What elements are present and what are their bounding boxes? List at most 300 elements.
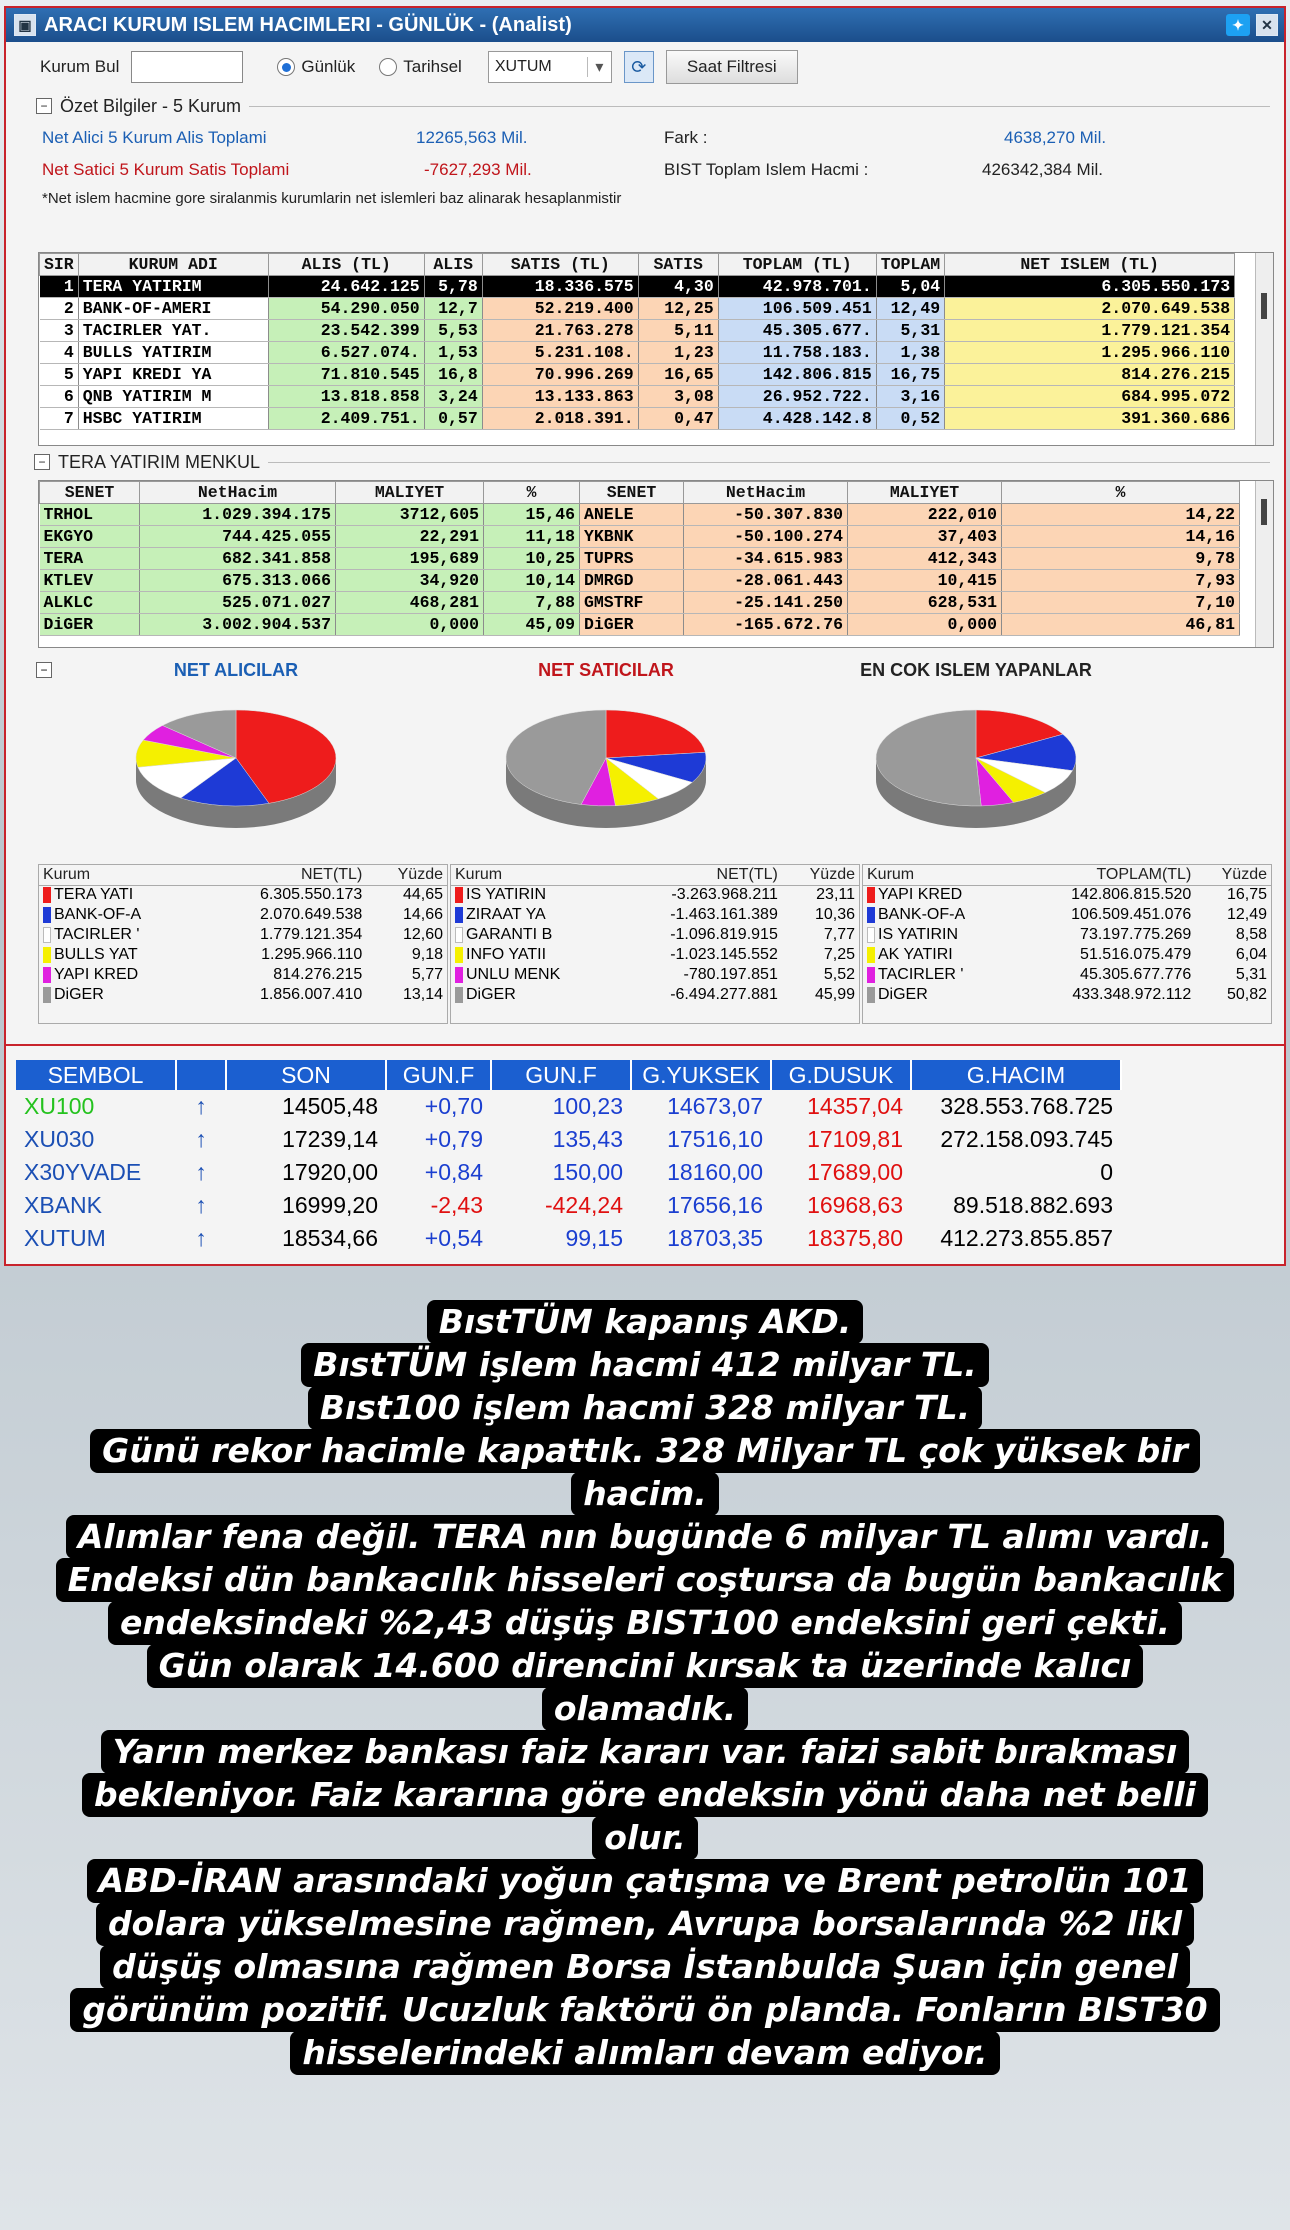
column-header[interactable]: MALIYET — [848, 482, 1002, 504]
cell-value: 23,11 — [816, 886, 855, 904]
table-cell: 3.002.904.537 — [140, 614, 336, 636]
caption-line: Gün olarak 14.600 direncini kırsak ta üzerinde kalıcı — [147, 1644, 1144, 1688]
kurum-search-input[interactable] — [131, 51, 243, 83]
table-cell — [782, 945, 859, 965]
table-cell: 6 — [40, 386, 79, 408]
refresh-icon[interactable]: ⟳ — [624, 51, 654, 83]
column-header[interactable]: TOPLAM — [876, 254, 944, 276]
net-alici-value: 12265,563 Mil. — [416, 128, 528, 147]
column-header[interactable]: SENET — [580, 482, 684, 504]
radio-historic-label: Tarihsel — [403, 57, 462, 76]
table-cell: -28.061.443 — [684, 570, 848, 592]
table-cell: 4 — [40, 342, 79, 364]
table-cell — [1195, 885, 1271, 905]
kurum-name: DiGER — [466, 986, 516, 1003]
last-price: 16999,20 — [282, 1192, 378, 1218]
table-cell — [1014, 905, 1196, 925]
table-cell — [451, 985, 615, 1005]
legend-swatch — [43, 907, 51, 923]
day-high: 17516,10 — [667, 1126, 763, 1152]
caption-row — [0, 1988, 1290, 2031]
table-cell: 468,281 — [336, 592, 484, 614]
change-percent: +0,84 — [424, 1159, 483, 1185]
net-saticilar-title: NET SATICILAR — [538, 660, 674, 680]
table-cell: 7,93 — [1002, 570, 1240, 592]
column-header[interactable]: % — [1002, 482, 1240, 504]
column-header[interactable]: GUN.F — [491, 1060, 631, 1090]
cell-value: 50,82 — [1226, 986, 1267, 1003]
cell-value: -3.263.968.211 — [671, 886, 778, 904]
kurum-name: YAPI KRED — [878, 886, 963, 904]
caption-line: olamadık. — [542, 1687, 748, 1731]
table-cell: 1 — [40, 276, 79, 298]
table-cell — [1195, 925, 1271, 945]
radio-historic-dot[interactable] — [379, 58, 397, 76]
sellers-grid — [451, 865, 859, 1005]
caption-line: ABD-İRAN arasındaki yoğun çatışma ve Brent petrolün 101 — [87, 1859, 1204, 1903]
radio-daily[interactable] — [277, 57, 355, 77]
table-row[interactable] — [40, 592, 1240, 614]
column-header[interactable]: G.YUKSEK — [631, 1060, 771, 1090]
summary-note: *Net islem hacmine gore siralanmis kurumlarin net islemleri baz alinarak hesaplanmistir — [42, 190, 622, 207]
up-arrow-icon: ↑ — [195, 1093, 207, 1119]
column-header[interactable]: NET(TL) — [615, 865, 782, 885]
table-cell: 54.290.050 — [268, 298, 424, 320]
index-select[interactable] — [488, 51, 612, 83]
caption-line: hisselerindeki alımları devam ediyor. — [290, 2031, 999, 2075]
net-saticilar-pie-chart — [496, 698, 716, 848]
table-row[interactable] — [863, 885, 1271, 905]
column-header[interactable]: TOPLAM(TL) — [1014, 865, 1196, 885]
legend-swatch — [455, 987, 463, 1003]
table-cell: 13.818.858 — [268, 386, 424, 408]
close-icon[interactable]: ✕ — [1256, 14, 1278, 36]
radio-daily-dot[interactable] — [277, 58, 295, 76]
cell-value: -1.023.145.552 — [670, 946, 778, 963]
column-header[interactable]: SON — [226, 1060, 386, 1090]
symbol-cell[interactable]: XU030 — [24, 1126, 95, 1152]
caption-row — [0, 1945, 1290, 1988]
table-cell — [199, 985, 366, 1005]
title-bar-controls — [1226, 14, 1284, 36]
day-volume: 89.518.882.693 — [953, 1192, 1113, 1218]
table-cell: 4,30 — [638, 276, 718, 298]
column-header[interactable]: Yüzde — [782, 865, 859, 885]
kurum-name: BANK-OF-A — [54, 906, 142, 923]
caption-line: bekleniyor. Faiz kararına göre endeksin yönü daha net belli — [82, 1773, 1208, 1817]
cell-value: 5,77 — [411, 966, 443, 983]
table-cell — [1014, 925, 1196, 945]
table-header-row — [451, 865, 859, 885]
table-cell: 15,46 — [484, 504, 580, 526]
day-high: 17656,16 — [667, 1192, 763, 1218]
table-cell: 5.231.108. — [482, 342, 638, 364]
saat-filtresi-button[interactable]: Saat Filtresi — [666, 50, 798, 84]
cell-value: 12,49 — [1226, 906, 1267, 923]
cell-value: 44,65 — [402, 886, 443, 904]
table-cell: 21.763.278 — [482, 320, 638, 342]
table-cell: 195,689 — [336, 548, 484, 570]
market-row[interactable] — [16, 1222, 1121, 1255]
radio-historic[interactable] — [379, 57, 462, 77]
table-cell: 7,88 — [484, 592, 580, 614]
symbol-cell[interactable]: X30YVADE — [24, 1159, 142, 1185]
broker-table — [38, 252, 1274, 446]
market-row[interactable] — [16, 1156, 1121, 1189]
column-header[interactable]: ALIS — [424, 254, 482, 276]
column-header[interactable]: Kurum — [451, 865, 615, 885]
table-cell: 525.071.027 — [140, 592, 336, 614]
change-value: 150,00 — [552, 1159, 623, 1185]
table-cell — [366, 885, 447, 905]
up-arrow-icon: ↑ — [195, 1225, 207, 1251]
radio-daily-label: Günlük — [301, 57, 356, 76]
table-cell: 3,08 — [638, 386, 718, 408]
cell-value: 45,99 — [814, 986, 855, 1003]
cell-value: -1.463.161.389 — [670, 906, 778, 923]
divider — [249, 106, 1270, 107]
table-cell: TUPRS — [580, 548, 684, 570]
net-satici-value: -7627,293 Mil. — [424, 160, 532, 179]
table-cell: 70.996.269 — [482, 364, 638, 386]
legend-swatch — [455, 947, 463, 963]
table-row[interactable] — [451, 945, 859, 965]
index-select-value: XUTUM — [494, 58, 552, 75]
table-cell — [366, 945, 447, 965]
table-cell — [199, 965, 366, 985]
column-header[interactable]: SIR — [40, 254, 79, 276]
table-cell — [39, 985, 199, 1005]
table-cell — [863, 965, 1014, 985]
kurum-name: YAPI KRED — [54, 966, 139, 983]
detail-grid — [39, 481, 1240, 636]
column-header[interactable]: % — [484, 482, 580, 504]
detail-table — [38, 480, 1274, 648]
table-row[interactable] — [39, 925, 447, 945]
cell-value: 9,18 — [411, 946, 443, 963]
column-header[interactable]: NetHacim — [140, 482, 336, 504]
table-cell: 16,75 — [876, 364, 944, 386]
caption-line: olur. — [592, 1816, 698, 1860]
table-cell — [863, 985, 1014, 1005]
market-row[interactable] — [16, 1090, 1121, 1123]
change-percent: -2,43 — [430, 1192, 483, 1218]
table-cell: 46,81 — [1002, 614, 1240, 636]
table-row[interactable] — [40, 364, 1235, 386]
column-header[interactable]: MALIYET — [336, 482, 484, 504]
table-row[interactable] — [863, 945, 1271, 965]
table-cell: 1.029.394.175 — [140, 504, 336, 526]
column-header[interactable]: Kurum — [863, 865, 1014, 885]
summary-header — [6, 92, 1284, 120]
column-header[interactable]: G.DUSUK — [771, 1060, 911, 1090]
table-row[interactable] — [451, 925, 859, 945]
table-cell: 11.758.183. — [718, 342, 876, 364]
vertical-scrollbar[interactable] — [1255, 253, 1273, 445]
market-row[interactable] — [16, 1123, 1121, 1156]
scroll-thumb[interactable] — [1261, 499, 1267, 525]
pie-slice-is-yatirin[interactable] — [606, 710, 705, 758]
table-cell — [366, 965, 447, 985]
table-cell: 16,8 — [424, 364, 482, 386]
table-cell — [39, 925, 199, 945]
table-row[interactable] — [40, 548, 1240, 570]
column-header[interactable]: Kurum — [39, 865, 199, 885]
collapse-icon[interactable]: − — [34, 454, 50, 470]
caption-line: hacim. — [571, 1472, 719, 1516]
table-cell — [615, 905, 782, 925]
table-cell: 34,920 — [336, 570, 484, 592]
caption-row — [0, 1300, 1290, 1343]
symbol-cell[interactable]: XUTUM — [24, 1225, 106, 1251]
net-alicilar-title: NET ALICILAR — [173, 660, 299, 680]
cell-value: 5,31 — [1235, 966, 1267, 983]
caption-row — [0, 1472, 1290, 1515]
day-volume: 328.553.768.725 — [940, 1093, 1113, 1119]
column-header[interactable]: KURUM ADI — [78, 254, 268, 276]
table-cell: ALKLC — [40, 592, 140, 614]
bist-total-label: BIST Toplam Islem Hacmi : — [664, 160, 869, 179]
table-cell: 5,04 — [876, 276, 944, 298]
table-cell: 26.952.722. — [718, 386, 876, 408]
column-header[interactable]: SATIS (TL) — [482, 254, 638, 276]
legend-swatch — [867, 967, 875, 983]
column-header[interactable]: NET(TL) — [199, 865, 366, 885]
net-alicilar-pie-chart — [126, 698, 346, 848]
column-header[interactable]: NetHacim — [684, 482, 848, 504]
chevron-down-icon[interactable]: ▾ — [587, 57, 611, 77]
column-header[interactable]: Yüzde — [1195, 865, 1271, 885]
up-arrow-icon: ↑ — [195, 1126, 207, 1152]
detail-title: TERA YATIRIM MENKUL — [58, 451, 261, 472]
table-cell: 0,000 — [848, 614, 1002, 636]
cell-value: 433.348.972.112 — [1072, 986, 1192, 1003]
day-high: 18703,35 — [667, 1225, 763, 1251]
summary-panel — [6, 120, 1284, 220]
table-cell — [782, 985, 859, 1005]
table-row[interactable] — [39, 885, 447, 905]
market-row[interactable] — [16, 1189, 1121, 1222]
table-cell: 45.305.677. — [718, 320, 876, 342]
table-row[interactable] — [40, 298, 1235, 320]
table-row[interactable] — [40, 408, 1235, 430]
fark-value: 4638,270 Mil. — [1004, 128, 1107, 147]
caption-line: Bıst100 işlem hacmi 328 milyar TL. — [308, 1386, 982, 1430]
table-row[interactable] — [40, 526, 1240, 548]
kurum-name: INFO YATII — [466, 946, 547, 963]
table-cell: 0,000 — [336, 614, 484, 636]
table-row[interactable] — [39, 965, 447, 985]
legend-swatch — [867, 987, 875, 1003]
table-cell: 2 — [40, 298, 79, 320]
day-volume: 0 — [1100, 1159, 1113, 1185]
caption-line: Alımlar fena değil. TERA nın bugünde 6 milyar TL alımı vardı. — [66, 1515, 1224, 1559]
table-row[interactable] — [39, 905, 447, 925]
table-row[interactable] — [40, 614, 1240, 636]
column-header[interactable]: SENET — [40, 482, 140, 504]
table-cell: BULLS YATIRIM — [78, 342, 268, 364]
table-cell — [615, 965, 782, 985]
legend-swatch — [43, 887, 51, 903]
table-cell: ANELE — [580, 504, 684, 526]
table-cell: 37,403 — [848, 526, 1002, 548]
column-header[interactable]: Yüzde — [366, 865, 447, 885]
legend-swatch — [867, 887, 875, 903]
table-row[interactable] — [39, 985, 447, 1005]
table-cell: BANK-OF-AMERI — [78, 298, 268, 320]
cell-value: 7,77 — [823, 926, 855, 943]
column-header[interactable]: TOPLAM (TL) — [718, 254, 876, 276]
legend-swatch — [455, 967, 463, 983]
legend-swatch — [43, 987, 51, 1003]
table-row[interactable] — [40, 342, 1235, 364]
day-volume: 272.158.093.745 — [940, 1126, 1113, 1152]
legend-swatch — [43, 947, 51, 963]
table-cell: 45,09 — [484, 614, 580, 636]
caption-line: Endeksi dün bankacılık hisseleri coştursa da bugün bankacılık — [56, 1558, 1235, 1602]
twitter-icon[interactable]: ✦ — [1226, 14, 1250, 36]
cell-value: 814.276.215 — [273, 966, 363, 983]
column-header[interactable]: NET ISLEM (TL) — [945, 254, 1235, 276]
kurum-name: BANK-OF-A — [878, 906, 966, 923]
table-cell — [1014, 945, 1196, 965]
table-cell: 5,78 — [424, 276, 482, 298]
table-cell — [199, 905, 366, 925]
cell-value: 51.516.075.479 — [1080, 946, 1192, 963]
legend-swatch — [455, 907, 463, 923]
table-cell: 222,010 — [848, 504, 1002, 526]
caption-row — [0, 1687, 1290, 1730]
legend-swatch — [43, 927, 51, 943]
detail-header — [6, 448, 1284, 476]
table-cell: 682.341.858 — [140, 548, 336, 570]
caption-row — [0, 1816, 1290, 1859]
table-cell — [366, 925, 447, 945]
legend-swatch — [867, 927, 875, 943]
table-cell — [782, 965, 859, 985]
table-cell: GMSTRF — [580, 592, 684, 614]
kurum-name: ZIRAAT YA — [466, 906, 546, 923]
table-row[interactable] — [863, 905, 1271, 925]
change-percent: +0,79 — [424, 1126, 483, 1152]
app-window — [4, 6, 1286, 1266]
change-value: -424,24 — [544, 1192, 623, 1218]
table-row[interactable] — [40, 504, 1240, 526]
table-cell: 23.542.399 — [268, 320, 424, 342]
table-row[interactable] — [451, 885, 859, 905]
cell-value: 73.197.775.269 — [1080, 926, 1192, 943]
table-cell: 391.360.686 — [945, 408, 1235, 430]
buyers-table — [38, 864, 448, 1024]
table-row[interactable] — [863, 985, 1271, 1005]
table-row[interactable] — [40, 386, 1235, 408]
cell-value: 13,14 — [402, 986, 443, 1003]
kurum-name: TACIRLER ' — [878, 966, 964, 983]
divider — [6, 1044, 1284, 1046]
kurum-name: TACIRLER ' — [54, 926, 140, 943]
day-volume: 412.273.855.857 — [940, 1225, 1113, 1251]
caption-line: Günü rekor hacimle kapattık. 328 Milyar TL çok yüksek bir — [90, 1429, 1200, 1473]
table-row[interactable] — [863, 965, 1271, 985]
table-cell: 628,531 — [848, 592, 1002, 614]
table-cell — [39, 905, 199, 925]
table-cell: 10,415 — [848, 570, 1002, 592]
summary-title: Özet Bilgiler - 5 Kurum — [60, 95, 242, 116]
table-cell: 744.425.055 — [140, 526, 336, 548]
table-cell — [863, 925, 1014, 945]
column-header[interactable] — [176, 1060, 226, 1090]
table-row[interactable] — [40, 276, 1235, 298]
table-cell: KTLEV — [40, 570, 140, 592]
caption-line: endeksindeki %2,43 düşüş BIST100 endeksini geri çekti. — [108, 1601, 1182, 1645]
table-row[interactable] — [451, 965, 859, 985]
table-cell: -50.307.830 — [684, 504, 848, 526]
table-cell: 22,291 — [336, 526, 484, 548]
column-header[interactable]: SATIS — [638, 254, 718, 276]
collapse-icon[interactable]: − — [36, 98, 52, 114]
table-row[interactable] — [863, 925, 1271, 945]
table-cell — [1014, 965, 1196, 985]
table-cell: 10,25 — [484, 548, 580, 570]
column-header[interactable]: SEMBOL — [16, 1060, 176, 1090]
legend-swatch — [455, 887, 463, 903]
caption-line: BıstTÜM kapanış AKD. — [427, 1300, 864, 1344]
table-cell — [199, 925, 366, 945]
bist-total-value: 426342,384 Mil. — [982, 160, 1103, 179]
table-cell: 1.779.121.354 — [945, 320, 1235, 342]
column-header[interactable]: ALIS (TL) — [268, 254, 424, 276]
table-cell: 12,25 — [638, 298, 718, 320]
caption-line: görünüm pozitif. Ucuzluk faktörü ön planda. Fonların BIST30 — [70, 1988, 1219, 2032]
table-cell — [615, 885, 782, 905]
table-cell: TRHOL — [40, 504, 140, 526]
top-table — [862, 864, 1272, 1024]
collapse-icon[interactable]: − — [36, 662, 52, 678]
table-row[interactable] — [40, 570, 1240, 592]
cell-value: 2.070.649.538 — [259, 906, 363, 923]
table-header-row — [39, 865, 447, 885]
cell-value: 10,36 — [814, 906, 855, 923]
table-row[interactable] — [39, 945, 447, 965]
table-cell: YKBNK — [580, 526, 684, 548]
window-menu-icon[interactable]: ▣ — [14, 14, 36, 36]
market-table — [16, 1060, 1122, 1255]
kurum-bul-label: Kurum Bul — [40, 57, 120, 76]
table-cell — [451, 925, 615, 945]
scroll-thumb[interactable] — [1261, 293, 1267, 319]
table-cell: 5,31 — [876, 320, 944, 342]
divider — [268, 462, 1270, 463]
table-row[interactable] — [451, 985, 859, 1005]
symbol-cell[interactable]: XBANK — [24, 1192, 102, 1218]
vertical-scrollbar[interactable] — [1255, 481, 1273, 647]
column-header[interactable]: GUN.F — [386, 1060, 491, 1090]
table-row[interactable] — [451, 905, 859, 925]
cell-value: 14,66 — [402, 906, 443, 923]
column-header[interactable]: G.HACIM — [911, 1060, 1121, 1090]
table-row[interactable] — [40, 320, 1235, 342]
table-cell: 0,57 — [424, 408, 482, 430]
symbol-cell[interactable]: XU100 — [24, 1093, 95, 1119]
cell-value: 1.295.966.110 — [261, 946, 363, 963]
change-value: 100,23 — [552, 1093, 623, 1119]
table-cell: 14,16 — [1002, 526, 1240, 548]
cell-value: 106.509.451.076 — [1071, 906, 1192, 923]
caption-row — [0, 1558, 1290, 1601]
broker-grid — [39, 253, 1235, 430]
caption-line: BıstTÜM işlem hacmi 412 milyar TL. — [301, 1343, 989, 1387]
toolbar — [6, 42, 1284, 92]
